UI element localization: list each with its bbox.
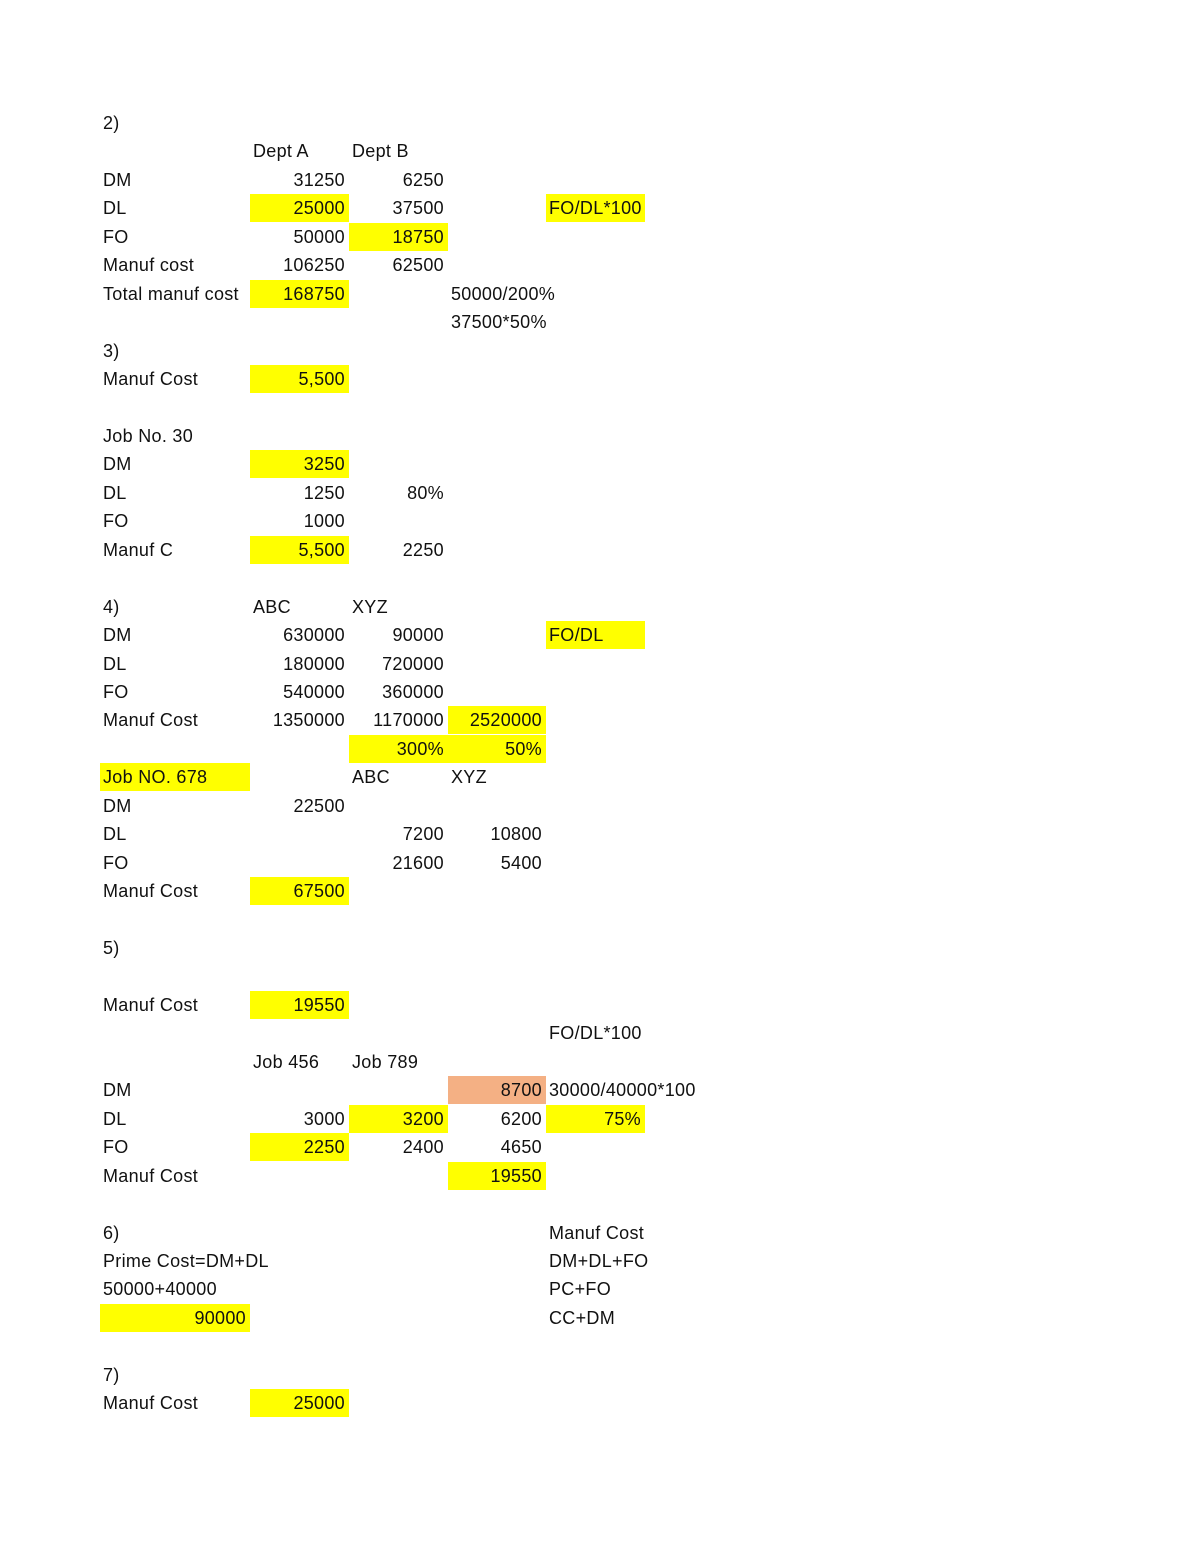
cell-q3-fo-val[interactable]: 1000 <box>303 511 345 531</box>
cell-q5-formula[interactable]: FO/DL*100 <box>549 1023 642 1043</box>
cell-q2-label[interactable]: 2) <box>103 113 120 133</box>
cell-q4-job-dm-label[interactable]: DM <box>103 796 132 816</box>
cell-q5-h-job789[interactable]: Job 789 <box>352 1052 419 1072</box>
cell-q3-fo-label[interactable]: FO <box>103 511 129 531</box>
cell-q6-sum[interactable]: 50000+40000 <box>103 1279 217 1299</box>
cell-q4-job-mc-label[interactable]: Manuf Cost <box>103 881 199 901</box>
cell-q3-manufc-extra[interactable]: 2250 <box>402 540 444 560</box>
cell-q3-mc-val[interactable]: 5,500 <box>250 365 349 393</box>
cell-q4-job-dl-xyz[interactable]: 10800 <box>490 824 542 844</box>
cell-q6-mc-label[interactable]: Manuf Cost <box>549 1223 645 1243</box>
cell-q4-rate-xyz[interactable]: 50% <box>448 735 546 763</box>
cell-q2-dl-a[interactable]: 25000 <box>250 194 349 222</box>
cell-q3-dm-label[interactable]: DM <box>103 454 132 474</box>
cell-q3-dm-val[interactable]: 3250 <box>250 450 349 478</box>
cell-q4-dm-label[interactable]: DM <box>103 625 132 645</box>
cell-q4-job-fo-abc[interactable]: 21600 <box>392 853 444 873</box>
cell-q7-mc-val[interactable]: 25000 <box>250 1389 349 1417</box>
cell-q6-label[interactable]: 6) <box>103 1223 120 1243</box>
cell-q5-fo-456[interactable]: 2250 <box>250 1133 349 1161</box>
cell-q5-mc-label[interactable]: Manuf Cost <box>103 995 199 1015</box>
cell-q5-fo-label[interactable]: FO <box>103 1137 129 1157</box>
cell-q4-mc-abc[interactable]: 1350000 <box>272 710 345 730</box>
cell-q4-dm-abc[interactable]: 630000 <box>283 625 345 645</box>
cell-q6-f1[interactable]: DM+DL+FO <box>549 1251 649 1271</box>
cell-q2-tmc-label[interactable]: Total manuf cost <box>103 284 239 304</box>
cell-q6-f2[interactable]: PC+FO <box>549 1279 612 1299</box>
cell-q4-dl-abc[interactable]: 180000 <box>283 654 345 674</box>
cell-q3-manufc-label[interactable]: Manuf C <box>103 540 174 560</box>
cell-q2-tmc-val[interactable]: 168750 <box>250 280 349 308</box>
cell-q2-dl-label[interactable]: DL <box>103 198 127 218</box>
cell-q4-job-dm-val[interactable]: 22500 <box>293 796 345 816</box>
cell-q2-mc-b[interactable]: 62500 <box>392 255 444 275</box>
cell-q3-label[interactable]: 3) <box>103 341 120 361</box>
cell-q2-fo-b[interactable]: 18750 <box>349 223 448 251</box>
cell-q2-dm-label[interactable]: DM <box>103 170 132 190</box>
cell-q2-dm-a[interactable]: 31250 <box>293 170 345 190</box>
cell-q7-mc-label[interactable]: Manuf Cost <box>103 1393 199 1413</box>
cell-q3-job-label[interactable]: Job No. 30 <box>103 426 194 446</box>
cell-q5-mc2-label[interactable]: Manuf Cost <box>103 1166 199 1186</box>
cell-q5-mc2-total[interactable]: 19550 <box>448 1162 546 1190</box>
cell-q4-dm-xyz[interactable]: 90000 <box>392 625 444 645</box>
cell-q5-dl-total[interactable]: 6200 <box>500 1109 542 1129</box>
cell-q2-note2[interactable]: 37500*50% <box>451 312 547 332</box>
cell-q2-formula[interactable]: FO/DL*100 <box>546 194 645 222</box>
cell-q2-fo-label[interactable]: FO <box>103 227 129 247</box>
cell-q5-fo-789[interactable]: 2400 <box>402 1137 444 1157</box>
cell-q4-job-dl-abc[interactable]: 7200 <box>402 824 444 844</box>
cell-q4-h-abc[interactable]: ABC <box>253 597 291 617</box>
cell-q2-mc-label[interactable]: Manuf cost <box>103 255 195 275</box>
cell-q2-dl-b[interactable]: 37500 <box>392 198 444 218</box>
cell-q5-dl-label[interactable]: DL <box>103 1109 127 1129</box>
cell-q3-dl-val[interactable]: 1250 <box>303 483 345 503</box>
cell-q5-dl-789[interactable]: 3200 <box>349 1105 448 1133</box>
cell-q4-rate-abc[interactable]: 300% <box>349 735 448 763</box>
cell-q4-job-dl-label[interactable]: DL <box>103 824 127 844</box>
cell-q3-dl-pct[interactable]: 80% <box>407 483 444 503</box>
cell-q4-job-fo-label[interactable]: FO <box>103 853 129 873</box>
cell-q5-h-job456[interactable]: Job 456 <box>253 1052 320 1072</box>
cell-q2-dm-b[interactable]: 6250 <box>402 170 444 190</box>
cell-q4-job-h-xyz[interactable]: XYZ <box>451 767 487 787</box>
cell-q5-fo-total[interactable]: 4650 <box>500 1137 542 1157</box>
cell-q6-f3[interactable]: CC+DM <box>549 1308 616 1328</box>
cell-q4-dl-label[interactable]: DL <box>103 654 127 674</box>
cell-q7-label[interactable]: 7) <box>103 1365 120 1385</box>
cell-q4-h-xyz[interactable]: XYZ <box>352 597 388 617</box>
cell-q5-label[interactable]: 5) <box>103 938 120 958</box>
cell-q2-h-depta[interactable]: Dept A <box>253 141 309 161</box>
cell-q4-mc-label[interactable]: Manuf Cost <box>103 710 199 730</box>
cell-q4-job-fo-xyz[interactable]: 5400 <box>500 853 542 873</box>
cell-q6-prime[interactable]: Prime Cost=DM+DL <box>103 1251 269 1271</box>
cell-q5-mc-val[interactable]: 19550 <box>250 991 349 1019</box>
cell-q4-job-h-abc[interactable]: ABC <box>352 767 390 787</box>
cell-q5-dm-label[interactable]: DM <box>103 1080 132 1100</box>
cell-q5-rate[interactable]: 75% <box>546 1105 645 1133</box>
cell-q4-label[interactable]: 4) <box>103 597 120 617</box>
cell-q4-dl-xyz[interactable]: 720000 <box>382 654 444 674</box>
cell-q4-formula[interactable]: FO/DL <box>546 621 645 649</box>
cell-q3-mc-label[interactable]: Manuf Cost <box>103 369 199 389</box>
cell-q4-mc-total[interactable]: 2520000 <box>448 706 546 734</box>
cell-q6-result[interactable]: 90000 <box>100 1304 250 1332</box>
cell-q2-h-deptb[interactable]: Dept B <box>352 141 409 161</box>
cell-q4-fo-xyz[interactable]: 360000 <box>382 682 444 702</box>
cell-q4-fo-abc[interactable]: 540000 <box>283 682 345 702</box>
cell-q4-job-mc-val[interactable]: 67500 <box>250 877 349 905</box>
cell-q4-job-label[interactable]: Job NO. 678 <box>100 763 250 791</box>
cell-q2-note1[interactable]: 50000/200% <box>451 284 556 304</box>
cell-q3-manufc-val[interactable]: 5,500 <box>250 536 349 564</box>
cell-q5-dl-456[interactable]: 3000 <box>303 1109 345 1129</box>
cell-q5-calc[interactable]: 30000/40000*100 <box>549 1080 696 1100</box>
cell-q4-fo-label[interactable]: FO <box>103 682 129 702</box>
cell-q5-dm-total[interactable]: 8700 <box>448 1076 546 1104</box>
cell-q3-dl-label[interactable]: DL <box>103 483 127 503</box>
cell-q2-mc-a[interactable]: 106250 <box>283 255 345 275</box>
cell-q4-mc-xyz[interactable]: 1170000 <box>373 710 444 730</box>
cell-q2-fo-a[interactable]: 50000 <box>293 227 345 247</box>
